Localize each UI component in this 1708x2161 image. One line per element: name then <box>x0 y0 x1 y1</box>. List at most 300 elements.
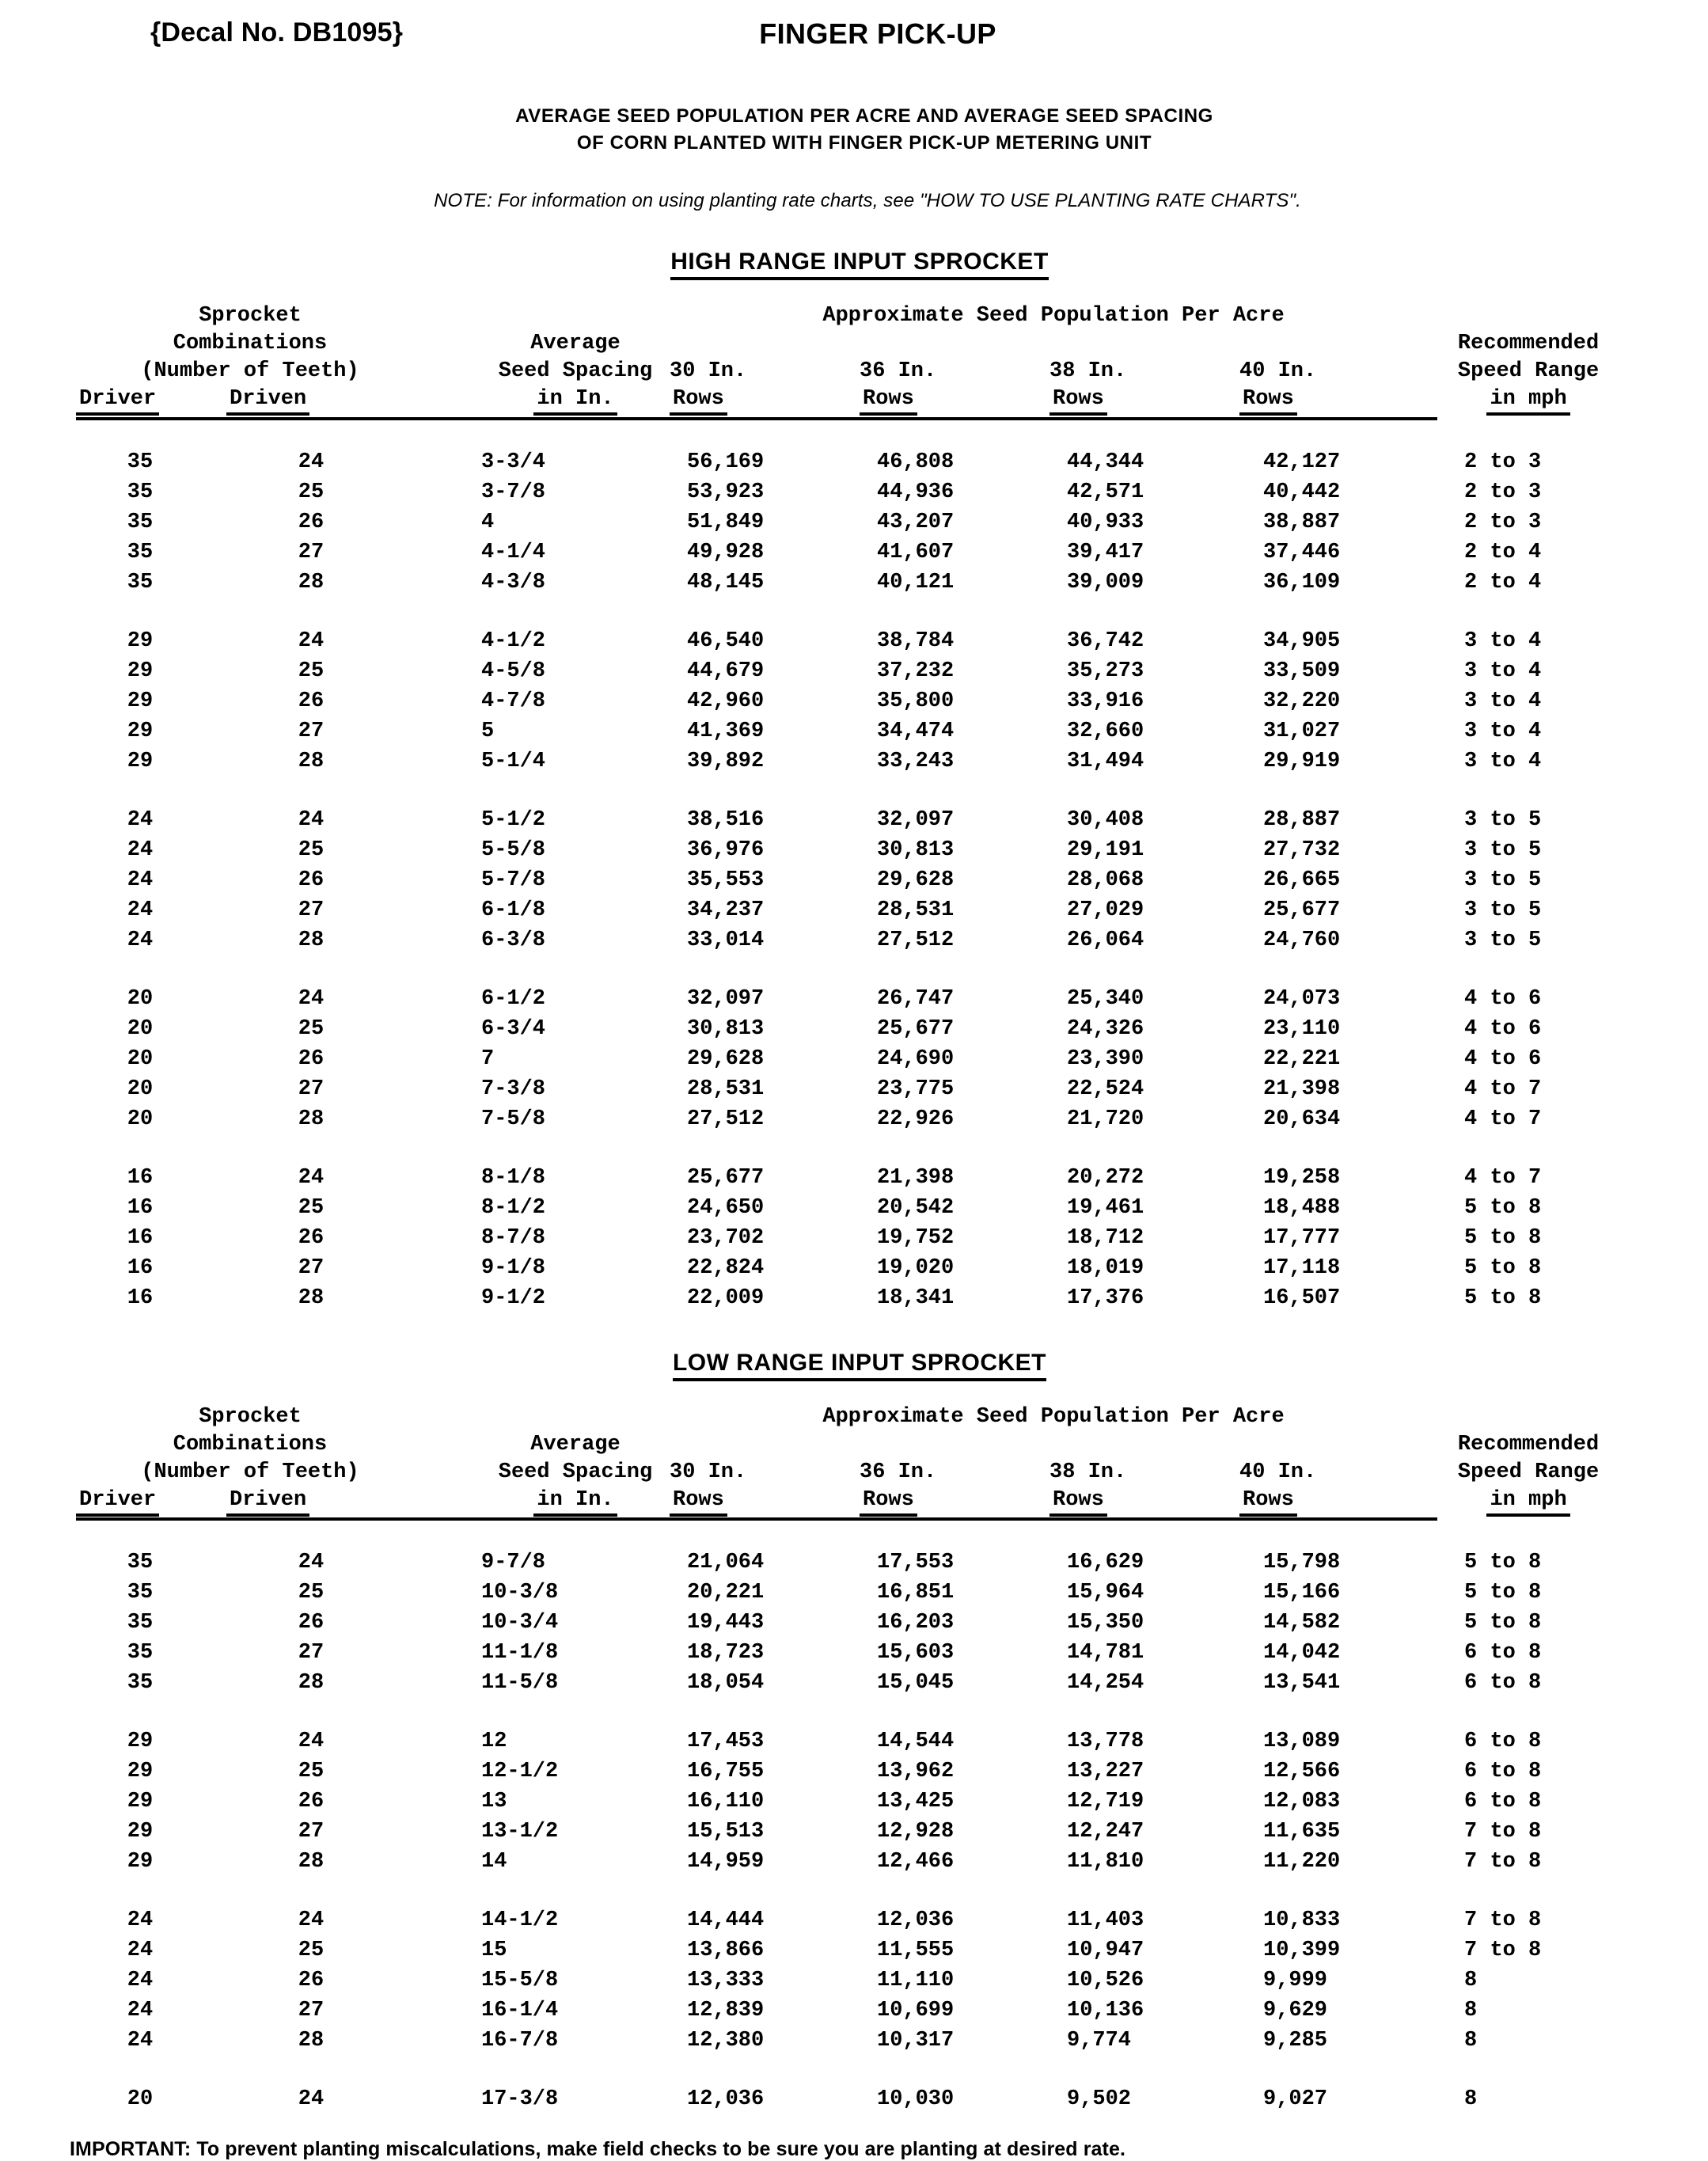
spacing-header-line-1: Average <box>530 332 621 356</box>
cell-driven: 26 <box>298 1610 325 1635</box>
speed-header-line-1: Recommended <box>1457 332 1600 356</box>
table-row <box>76 746 1619 777</box>
cell-speed-range: 2 to 3 <box>1464 480 1542 504</box>
cell-rows-38: 19,461 <box>1067 1195 1144 1220</box>
table-row <box>76 2026 1619 2056</box>
cell-driver: 29 <box>127 689 154 713</box>
cell-rows-36: 32,097 <box>877 807 955 832</box>
cell-seed-spacing: 6-3/8 <box>481 928 546 952</box>
cell-rows-40: 38,887 <box>1263 510 1341 534</box>
cell-rows-36: 10,030 <box>877 2087 955 2111</box>
cell-driver: 16 <box>127 1225 154 1250</box>
cell-driver: 20 <box>127 1107 154 1131</box>
cell-speed-range: 4 to 7 <box>1464 1107 1542 1131</box>
cell-rows-40: 37,446 <box>1263 540 1341 564</box>
row-group-spacer <box>76 1698 1619 1726</box>
cell-rows-38: 35,273 <box>1067 659 1144 683</box>
table-row <box>76 984 1619 1014</box>
table-row <box>76 537 1619 568</box>
cell-rows-38: 29,191 <box>1067 837 1144 862</box>
cell-rows-38: 32,660 <box>1067 719 1144 743</box>
cell-rows-38: 36,742 <box>1067 629 1144 653</box>
cell-rows-38: 13,778 <box>1067 1729 1144 1753</box>
page-title: FINGER PICK-UP <box>759 17 996 50</box>
table-row <box>76 1223 1619 1253</box>
table-row <box>76 865 1619 895</box>
cell-speed-range: 3 to 5 <box>1464 868 1542 892</box>
row-group-spacer <box>76 2056 1619 2084</box>
driven-header: Driven <box>226 1487 424 1514</box>
table-row <box>76 568 1619 598</box>
cell-rows-30: 48,145 <box>687 570 765 594</box>
cell-driver: 24 <box>127 1908 154 1932</box>
cell-rows-40: 28,887 <box>1263 807 1341 832</box>
cell-driven: 24 <box>298 629 325 653</box>
speed-header-line-3: in mph <box>1437 385 1619 413</box>
cell-speed-range: 8 <box>1464 2028 1478 2053</box>
cell-rows-36: 14,544 <box>877 1729 955 1753</box>
cell-rows-30: 38,516 <box>687 807 765 832</box>
cell-rows-40: 24,760 <box>1263 928 1341 952</box>
cell-rows-30: 17,453 <box>687 1729 765 1753</box>
cell-rows-36: 24,690 <box>877 1046 955 1071</box>
cell-driver: 35 <box>127 450 154 474</box>
cell-rows-36: 30,813 <box>877 837 955 862</box>
population-group-label: Approximate Seed Population Per Acre <box>822 304 1285 329</box>
cell-rows-40: 36,109 <box>1263 570 1341 594</box>
cell-rows-40: 10,399 <box>1263 1938 1341 1962</box>
cell-driver: 29 <box>127 629 154 653</box>
cell-driven: 25 <box>298 1195 325 1220</box>
cell-rows-30: 18,723 <box>687 1640 765 1665</box>
cell-rows-38: 25,340 <box>1067 986 1144 1011</box>
sprocket-group-label-2: Combinations <box>173 1432 328 1456</box>
cell-rows-38: 20,272 <box>1067 1165 1144 1190</box>
cell-rows-36: 18,341 <box>877 1286 955 1310</box>
cell-rows-30: 13,866 <box>687 1938 765 1962</box>
cell-driver: 29 <box>127 719 154 743</box>
cell-driven: 26 <box>298 1046 325 1071</box>
cell-seed-spacing: 6-1/2 <box>481 986 546 1011</box>
cell-rows-30: 23,702 <box>687 1225 765 1250</box>
table-row <box>76 1548 1619 1578</box>
cell-rows-40: 20,634 <box>1263 1107 1341 1131</box>
cell-rows-30: 27,512 <box>687 1107 765 1131</box>
cell-seed-spacing: 5-1/2 <box>481 807 546 832</box>
cell-rows-30: 34,237 <box>687 898 765 922</box>
cell-rows-36: 12,036 <box>877 1908 955 1932</box>
cell-driver: 24 <box>127 807 154 832</box>
cell-rows-36: 41,607 <box>877 540 955 564</box>
driver-header: Driver <box>76 385 226 413</box>
cell-rows-36: 28,531 <box>877 898 955 922</box>
cell-seed-spacing: 8-7/8 <box>481 1225 546 1250</box>
spacer-cell <box>670 330 860 358</box>
cell-driven: 25 <box>298 1580 325 1605</box>
usage-note: NOTE: For information on using planting rate charts, see "HOW TO USE PLANTING RATE CHARTS". <box>434 190 1301 212</box>
cell-driver: 35 <box>127 1640 154 1665</box>
cell-driver: 20 <box>127 1046 154 1071</box>
cell-seed-spacing: 9-1/8 <box>481 1255 546 1280</box>
cell-seed-spacing: 5-7/8 <box>481 868 546 892</box>
speed-header-line-2: Speed Range <box>1457 1460 1600 1484</box>
cell-rows-40: 9,999 <box>1263 1968 1328 1992</box>
cell-speed-range: 5 to 8 <box>1464 1580 1542 1605</box>
subtitle-line-1: AVERAGE SEED POPULATION PER ACRE AND AVERAGE SEED SPACING <box>515 105 1213 127</box>
rows30-header-line-1: 30 In. <box>670 1460 747 1484</box>
cell-speed-range: 7 to 8 <box>1464 1908 1542 1932</box>
cell-rows-30: 25,677 <box>687 1165 765 1190</box>
cell-rows-38: 18,019 <box>1067 1255 1144 1280</box>
cell-driven: 25 <box>298 1938 325 1962</box>
cell-speed-range: 4 to 7 <box>1464 1077 1542 1101</box>
cell-speed-range: 3 to 4 <box>1464 659 1542 683</box>
cell-speed-range: 5 to 8 <box>1464 1610 1542 1635</box>
cell-rows-36: 38,784 <box>877 629 955 653</box>
cell-rows-38: 18,712 <box>1067 1225 1144 1250</box>
cell-speed-range: 2 to 4 <box>1464 570 1542 594</box>
cell-rows-36: 15,603 <box>877 1640 955 1665</box>
sprocket-group-label-3: (Number of Teeth) <box>141 359 359 384</box>
rows38-header-line-1: 38 In. <box>1049 359 1127 384</box>
cell-driven: 25 <box>298 837 325 862</box>
cell-rows-40: 15,798 <box>1263 1550 1341 1574</box>
cell-rows-36: 46,808 <box>877 450 955 474</box>
cell-rows-30: 41,369 <box>687 719 765 743</box>
cell-rows-36: 13,425 <box>877 1789 955 1813</box>
cell-seed-spacing: 7 <box>481 1046 495 1071</box>
cell-rows-30: 16,755 <box>687 1759 765 1783</box>
cell-rows-38: 10,526 <box>1067 1968 1144 1992</box>
cell-rows-40: 42,127 <box>1263 450 1341 474</box>
cell-rows-40: 9,285 <box>1263 2028 1328 2053</box>
cell-driver: 20 <box>127 986 154 1011</box>
cell-seed-spacing: 14 <box>481 1849 507 1874</box>
cell-driven: 28 <box>298 928 325 952</box>
table-row <box>76 1104 1619 1134</box>
cell-rows-36: 12,466 <box>877 1849 955 1874</box>
cell-driver: 35 <box>127 510 154 534</box>
row-group-spacer <box>76 1877 1619 1905</box>
table-row <box>76 1163 1619 1193</box>
cell-seed-spacing: 16-1/4 <box>481 1998 559 2022</box>
cell-rows-38: 9,774 <box>1067 2028 1132 2053</box>
cell-rows-36: 26,747 <box>877 986 955 1011</box>
cell-rows-40: 24,073 <box>1263 986 1341 1011</box>
cell-driven: 27 <box>298 1998 325 2022</box>
table-row <box>76 1283 1619 1313</box>
cell-rows-36: 27,512 <box>877 928 955 952</box>
sprocket-group-label-3: (Number of Teeth) <box>141 1460 359 1484</box>
cell-speed-range: 4 to 6 <box>1464 1016 1542 1041</box>
cell-rows-40: 29,919 <box>1263 749 1341 773</box>
cell-rows-30: 28,531 <box>687 1077 765 1101</box>
cell-driver: 24 <box>127 1968 154 1992</box>
rows30-header-line-2: Rows <box>670 385 860 413</box>
cell-rows-40: 13,541 <box>1263 1670 1341 1695</box>
cell-rows-40: 11,635 <box>1263 1819 1341 1844</box>
cell-seed-spacing: 11-1/8 <box>481 1640 559 1665</box>
table-row <box>76 1726 1619 1757</box>
cell-rows-30: 44,679 <box>687 659 765 683</box>
header-row-group-4 <box>76 385 1619 413</box>
cell-rows-40: 18,488 <box>1263 1195 1341 1220</box>
cell-driven: 28 <box>298 1670 325 1695</box>
cell-rows-36: 10,317 <box>877 2028 955 2053</box>
cell-rows-30: 36,976 <box>687 837 765 862</box>
cell-rows-38: 12,247 <box>1067 1819 1144 1844</box>
cell-seed-spacing: 4-7/8 <box>481 689 546 713</box>
cell-seed-spacing: 8-1/2 <box>481 1195 546 1220</box>
cell-rows-30: 12,380 <box>687 2028 765 2053</box>
cell-rows-40: 14,042 <box>1263 1640 1341 1665</box>
cell-rows-40: 11,220 <box>1263 1849 1341 1874</box>
table-row <box>76 1193 1619 1223</box>
cell-seed-spacing: 4-5/8 <box>481 659 546 683</box>
cell-speed-range: 7 to 8 <box>1464 1819 1542 1844</box>
cell-rows-38: 12,719 <box>1067 1789 1144 1813</box>
cell-driven: 27 <box>298 1640 325 1665</box>
cell-speed-range: 8 <box>1464 1968 1478 1992</box>
cell-seed-spacing: 5-5/8 <box>481 837 546 862</box>
header-row-group-2 <box>76 1431 1619 1459</box>
cell-driver: 35 <box>127 570 154 594</box>
cell-driver: 29 <box>127 659 154 683</box>
cell-seed-spacing: 4 <box>481 510 495 534</box>
cell-rows-38: 16,629 <box>1067 1550 1144 1574</box>
cell-speed-range: 4 to 6 <box>1464 986 1542 1011</box>
cell-driven: 28 <box>298 570 325 594</box>
rows36-header-line-2: Rows <box>860 1487 1049 1514</box>
cell-rows-40: 16,507 <box>1263 1286 1341 1310</box>
spacing-header-line-2: Seed Spacing <box>498 359 653 384</box>
spacer-cell <box>1049 330 1239 358</box>
cell-rows-36: 19,020 <box>877 1255 955 1280</box>
table-row <box>76 835 1619 865</box>
cell-seed-spacing: 7-3/8 <box>481 1077 546 1101</box>
cell-driven: 27 <box>298 719 325 743</box>
cell-speed-range: 7 to 8 <box>1464 1938 1542 1962</box>
cell-rows-30: 35,553 <box>687 868 765 892</box>
table-row <box>76 1608 1619 1638</box>
header-row-group-1 <box>76 302 1619 330</box>
cell-rows-40: 22,221 <box>1263 1046 1341 1071</box>
cell-rows-40: 15,166 <box>1263 1580 1341 1605</box>
cell-rows-36: 43,207 <box>877 510 955 534</box>
cell-rows-38: 33,916 <box>1067 689 1144 713</box>
sprocket-group-label-1: Sprocket <box>199 1404 302 1429</box>
cell-rows-38: 39,009 <box>1067 570 1144 594</box>
low-range-section-title <box>0 1350 1708 1377</box>
cell-rows-30: 53,923 <box>687 480 765 504</box>
cell-seed-spacing: 13-1/2 <box>481 1819 559 1844</box>
cell-rows-36: 11,555 <box>877 1938 955 1962</box>
cell-driven: 25 <box>298 1759 325 1783</box>
cell-seed-spacing: 15 <box>481 1938 507 1962</box>
cell-rows-38: 39,417 <box>1067 540 1144 564</box>
subtitle-line-2: OF CORN PLANTED WITH FINGER PICK-UP METERING UNIT <box>576 132 1152 154</box>
cell-driver: 20 <box>127 1077 154 1101</box>
cell-driven: 28 <box>298 2028 325 2053</box>
cell-driven: 27 <box>298 1255 325 1280</box>
cell-rows-30: 12,839 <box>687 1998 765 2022</box>
cell-speed-range: 3 to 5 <box>1464 898 1542 922</box>
cell-driven: 24 <box>298 807 325 832</box>
cell-driven: 26 <box>298 1968 325 1992</box>
cell-speed-range: 3 to 5 <box>1464 928 1542 952</box>
cell-speed-range: 7 to 8 <box>1464 1849 1542 1874</box>
cell-driven: 26 <box>298 510 325 534</box>
cell-driven: 27 <box>298 540 325 564</box>
spacing-header-line-3: in In. <box>424 1487 670 1514</box>
high-range-section-title <box>0 249 1708 275</box>
spacer-cell <box>860 1431 1049 1459</box>
cell-speed-range: 6 to 8 <box>1464 1729 1542 1753</box>
cell-driver: 35 <box>127 1670 154 1695</box>
cell-rows-40: 33,509 <box>1263 659 1341 683</box>
spacing-header-line-2: Seed Spacing <box>498 1460 653 1484</box>
cell-driver: 16 <box>127 1286 154 1310</box>
table-row <box>76 895 1619 925</box>
cell-speed-range: 3 to 4 <box>1464 719 1542 743</box>
table-row <box>76 507 1619 537</box>
row-spacer <box>76 1519 1619 1548</box>
important-notice: IMPORTANT: To prevent planting miscalculations, make field checks to be sure you are planting at desired rate. <box>70 2137 1125 2160</box>
cell-driven: 25 <box>298 480 325 504</box>
population-group-label: Approximate Seed Population Per Acre <box>822 1404 1285 1429</box>
cell-seed-spacing: 16-7/8 <box>481 2028 559 2053</box>
cell-driven: 24 <box>298 1165 325 1190</box>
low-range-title-text: LOW RANGE INPUT SPROCKET <box>673 1350 1046 1381</box>
cell-rows-30: 22,824 <box>687 1255 765 1280</box>
cell-driven: 28 <box>298 749 325 773</box>
cell-rows-30: 22,009 <box>687 1286 765 1310</box>
spacing-header-line-1: Average <box>530 1432 621 1456</box>
cell-driver: 20 <box>127 1016 154 1041</box>
cell-speed-range: 3 to 4 <box>1464 749 1542 773</box>
cell-rows-30: 20,221 <box>687 1580 765 1605</box>
cell-speed-range: 5 to 8 <box>1464 1255 1542 1280</box>
low-range-table-head <box>76 1403 1619 1519</box>
sprocket-group-label-1: Sprocket <box>199 304 302 329</box>
cell-seed-spacing: 13 <box>481 1789 507 1813</box>
high-range-table <box>76 302 1619 1312</box>
cell-rows-36: 23,775 <box>877 1077 955 1101</box>
cell-driven: 26 <box>298 689 325 713</box>
cell-rows-38: 11,403 <box>1067 1908 1144 1932</box>
cell-driver: 35 <box>127 1610 154 1635</box>
cell-driven: 28 <box>298 1849 325 1874</box>
cell-rows-38: 9,502 <box>1067 2087 1132 2111</box>
table-row <box>76 447 1619 477</box>
cell-driven: 25 <box>298 659 325 683</box>
table-row <box>76 686 1619 716</box>
cell-driven: 24 <box>298 450 325 474</box>
row-group-spacer <box>76 955 1619 984</box>
row-group-spacer <box>76 598 1619 626</box>
speed-header-line-2: Speed Range <box>1457 359 1600 384</box>
cell-speed-range: 8 <box>1464 1998 1478 2022</box>
cell-rows-38: 15,964 <box>1067 1580 1144 1605</box>
row-group-spacer <box>76 1134 1619 1163</box>
table-row <box>76 1044 1619 1074</box>
cell-speed-range: 2 to 4 <box>1464 540 1542 564</box>
cell-speed-range: 6 to 8 <box>1464 1670 1542 1695</box>
cell-rows-40: 27,732 <box>1263 837 1341 862</box>
cell-rows-36: 40,121 <box>877 570 955 594</box>
cell-rows-38: 24,326 <box>1067 1016 1144 1041</box>
cell-rows-36: 33,243 <box>877 749 955 773</box>
cell-driven: 26 <box>298 1225 325 1250</box>
cell-rows-38: 10,136 <box>1067 1998 1144 2022</box>
rows30-header-line-2: Rows <box>670 1487 860 1514</box>
cell-driven: 27 <box>298 898 325 922</box>
header <box>0 11 1708 66</box>
cell-rows-38: 10,947 <box>1067 1938 1144 1962</box>
decal-number: {Decal No. DB1095} <box>150 17 404 47</box>
table-row <box>76 1014 1619 1044</box>
cell-seed-spacing: 9-1/2 <box>481 1286 546 1310</box>
cell-rows-38: 15,350 <box>1067 1610 1144 1635</box>
cell-driver: 24 <box>127 868 154 892</box>
cell-seed-spacing: 9-7/8 <box>481 1550 546 1574</box>
sprocket-group-label-2: Combinations <box>173 332 328 356</box>
table-row <box>76 1817 1619 1847</box>
cell-rows-40: 9,629 <box>1263 1998 1328 2022</box>
cell-rows-40: 26,665 <box>1263 868 1341 892</box>
cell-rows-36: 17,553 <box>877 1550 955 1574</box>
speed-header-line-3: in mph <box>1437 1487 1619 1514</box>
cell-rows-40: 12,566 <box>1263 1759 1341 1783</box>
rows36-header-line-1: 36 In. <box>860 1460 937 1484</box>
cell-rows-40: 9,027 <box>1263 2087 1328 2111</box>
cell-seed-spacing: 15-5/8 <box>481 1968 559 1992</box>
cell-speed-range: 3 to 4 <box>1464 629 1542 653</box>
cell-driver: 24 <box>127 1938 154 1962</box>
cell-seed-spacing: 8-1/8 <box>481 1165 546 1190</box>
table-row <box>76 1638 1619 1668</box>
cell-driven: 24 <box>298 1908 325 1932</box>
cell-rows-38: 28,068 <box>1067 868 1144 892</box>
cell-speed-range: 5 to 8 <box>1464 1195 1542 1220</box>
cell-driven: 24 <box>298 1729 325 1753</box>
cell-rows-30: 21,064 <box>687 1550 765 1574</box>
cell-rows-40: 14,582 <box>1263 1610 1341 1635</box>
cell-rows-40: 12,083 <box>1263 1789 1341 1813</box>
cell-rows-36: 11,110 <box>877 1968 955 1992</box>
low-range-table <box>76 1403 1619 2114</box>
cell-driver: 29 <box>127 1729 154 1753</box>
cell-rows-40: 13,089 <box>1263 1729 1341 1753</box>
cell-speed-range: 2 to 3 <box>1464 450 1542 474</box>
cell-rows-36: 19,752 <box>877 1225 955 1250</box>
table-row <box>76 1905 1619 1935</box>
cell-seed-spacing: 4-1/4 <box>481 540 546 564</box>
cell-rows-30: 51,849 <box>687 510 765 534</box>
cell-driven: 28 <box>298 1107 325 1131</box>
cell-rows-40: 10,833 <box>1263 1908 1341 1932</box>
cell-rows-30: 12,036 <box>687 2087 765 2111</box>
table-row <box>76 477 1619 507</box>
cell-speed-range: 3 to 5 <box>1464 807 1542 832</box>
cell-speed-range: 3 to 4 <box>1464 689 1542 713</box>
cell-driver: 16 <box>127 1195 154 1220</box>
cell-driver: 35 <box>127 480 154 504</box>
rows40-header-line-1: 40 In. <box>1239 359 1317 384</box>
cell-speed-range: 4 to 7 <box>1464 1165 1542 1190</box>
cell-rows-36: 15,045 <box>877 1670 955 1695</box>
cell-rows-30: 39,892 <box>687 749 765 773</box>
